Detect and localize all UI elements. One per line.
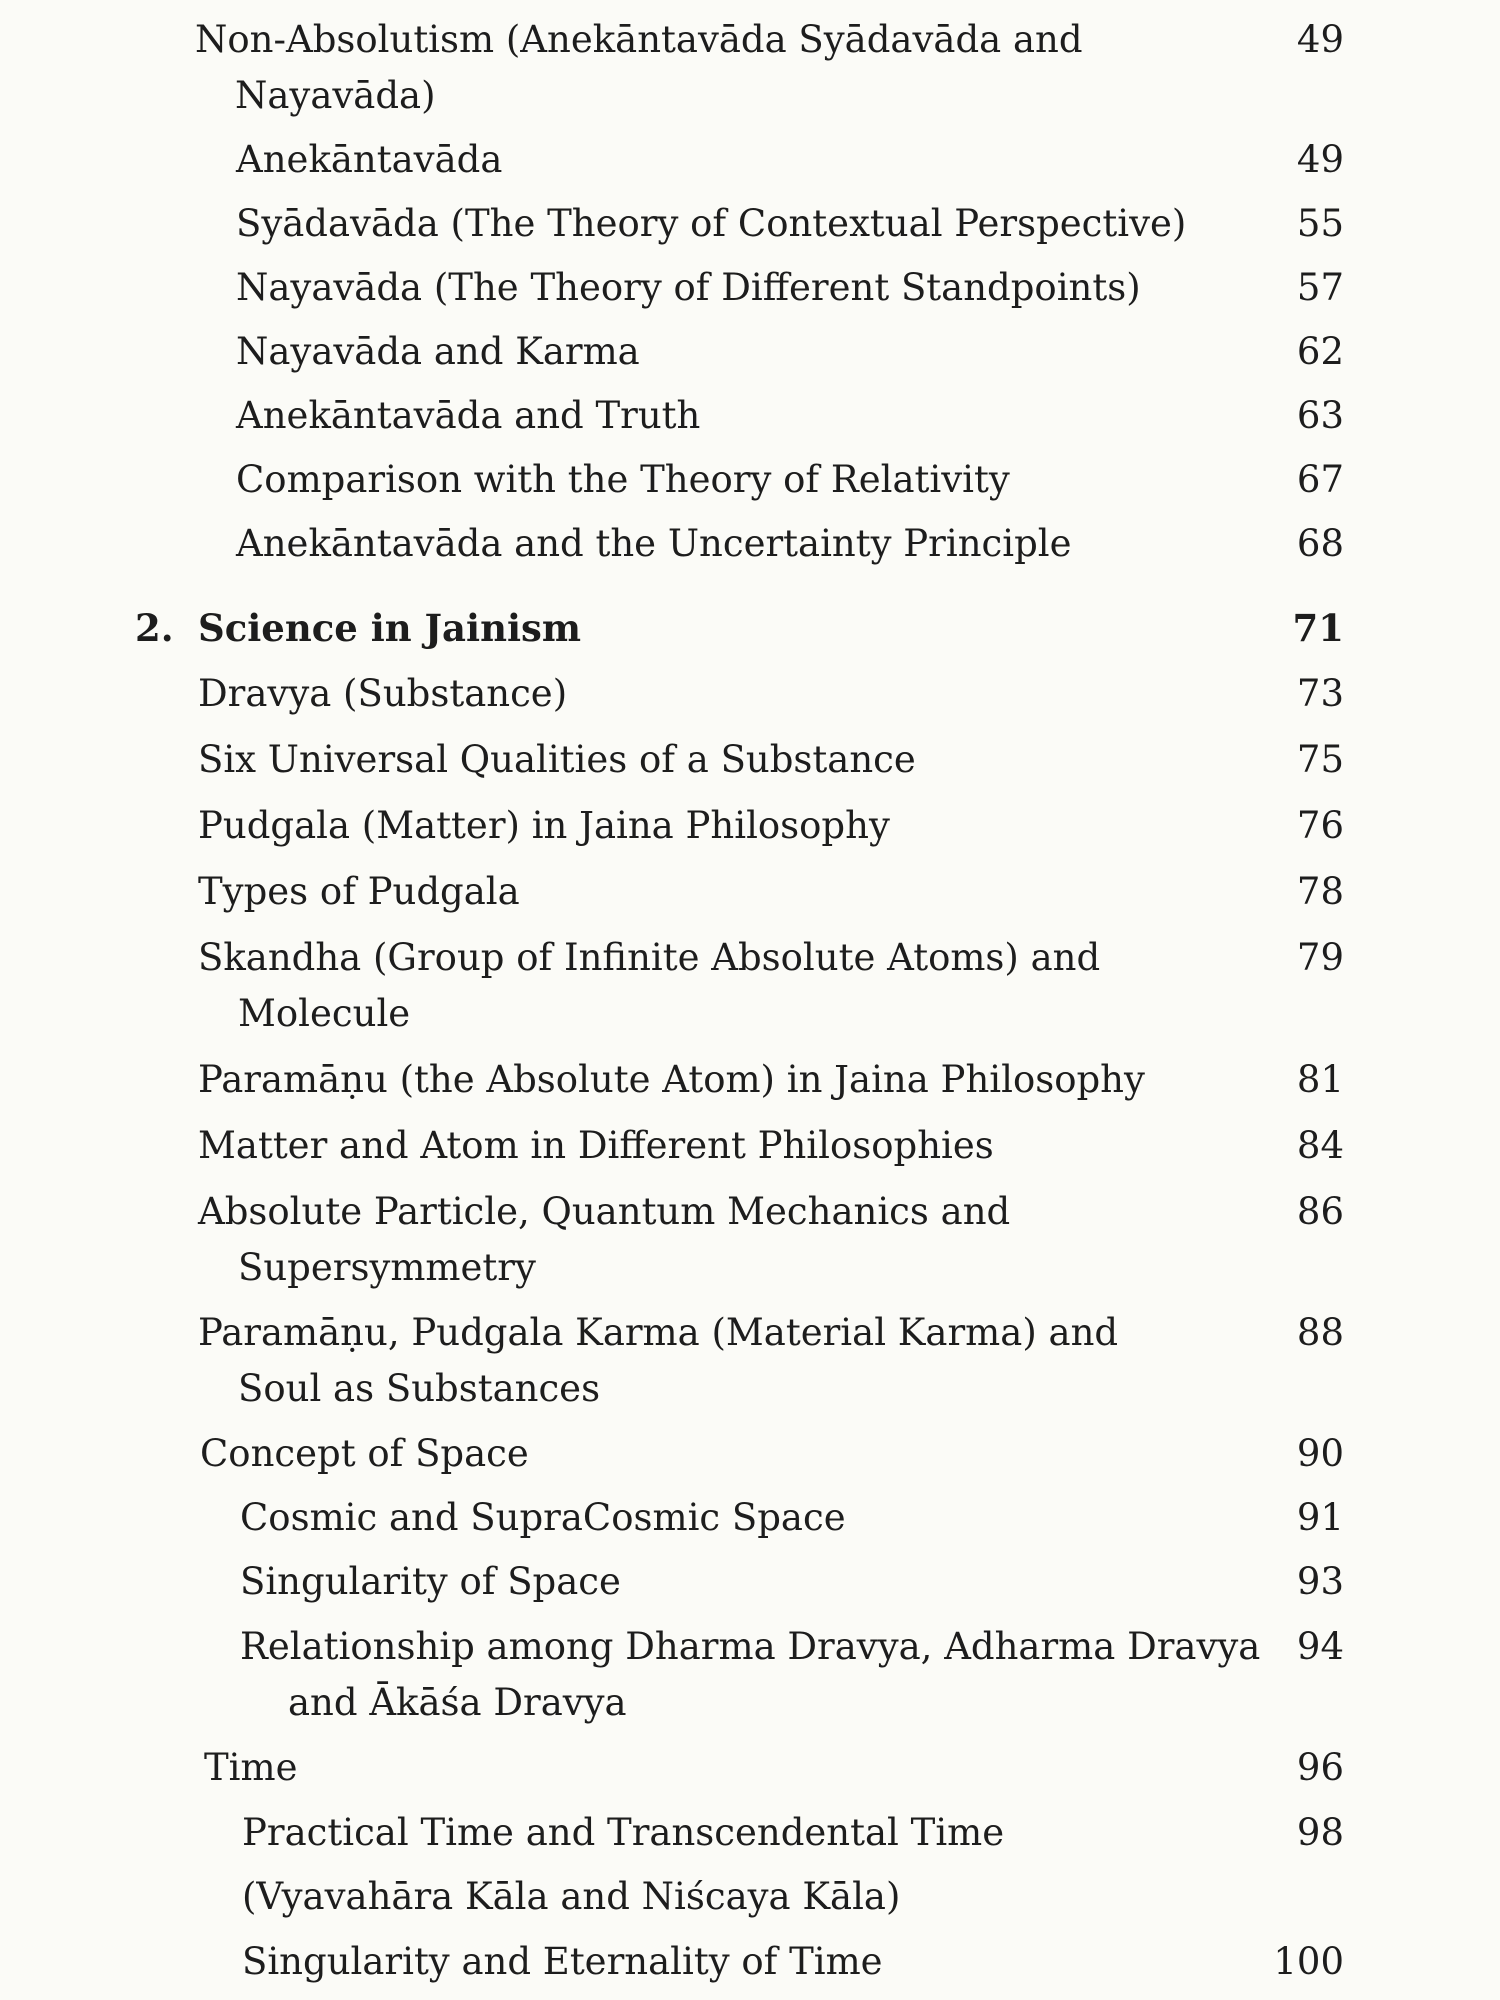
toc-page-number: 68: [1296, 522, 1344, 565]
toc-entry-title: Relationship among Dharma Dravya, Adharma Dravya: [240, 1625, 1261, 1668]
toc-page-number: 49: [1296, 138, 1344, 181]
toc-page-number: 79: [1296, 936, 1344, 979]
toc-entry-title: Pudgala (Matter) in Jaina Philosophy: [198, 804, 890, 847]
toc-page-number: 76: [1296, 804, 1344, 847]
toc-entry: [198, 1184, 1010, 1296]
chapter-title-line: [198, 600, 581, 656]
toc-entry: [236, 260, 1141, 316]
toc-entry: [236, 132, 502, 188]
toc-page-number: 100: [1273, 1940, 1344, 1983]
toc-entry-title: Paramāṇu (the Absolute Atom) in Jaina Philosophy: [198, 1058, 1145, 1101]
toc-entry: [242, 1869, 900, 1925]
toc-entry-title: Types of Pudgala: [198, 870, 520, 913]
toc-page-number: 63: [1296, 394, 1344, 437]
toc-entry-title-continued: Nayavāda): [235, 74, 436, 117]
toc-entry-title: Anekāntavāda and the Uncertainty Principle: [236, 522, 1072, 565]
toc-page-number: 98: [1296, 1811, 1344, 1854]
toc-page-number: 57: [1296, 266, 1344, 309]
toc-page-number: 49: [1296, 18, 1344, 61]
toc-entry: [198, 864, 520, 920]
toc-entry: [236, 388, 700, 444]
toc-entry: [242, 1934, 883, 1990]
toc-page-number: 96: [1296, 1746, 1344, 1789]
toc-page-number: 84: [1296, 1124, 1344, 1167]
toc-entry-title: Singularity and Eternality of Time: [242, 1940, 883, 1983]
toc-page-number: 86: [1296, 1190, 1344, 1233]
toc-page-number: 94: [1296, 1625, 1344, 1668]
toc-page-number: 90: [1296, 1432, 1344, 1475]
toc-page-number: 55: [1296, 202, 1344, 245]
toc-entry: [240, 1554, 621, 1610]
toc-page-number: 67: [1296, 458, 1344, 501]
toc-entry-title: Syādavāda (The Theory of Contextual Perspective): [236, 202, 1187, 245]
toc-entry: [236, 196, 1186, 252]
toc-entry-title: Nayavāda and Karma: [236, 330, 640, 373]
chapter-title: Science in Jainism: [198, 606, 582, 650]
toc-entry: [242, 1805, 1004, 1861]
toc-entry-title-continued: and Ākāśa Dravya: [288, 1681, 627, 1724]
toc-entry-title-continued: Soul as Substances: [238, 1367, 601, 1410]
toc-entry-title: Cosmic and SupraCosmic Space: [240, 1496, 846, 1539]
toc-entry-title: Non-Absolutism (Anekāntavāda Syādavāda and: [195, 18, 1083, 61]
toc-entry-title: Anekāntavāda: [236, 138, 503, 181]
toc-entry: [198, 1305, 1118, 1417]
toc-entry-title-continued: Molecule: [238, 992, 411, 1035]
toc-entry-title-continued: Supersymmetry: [238, 1246, 536, 1289]
chapter-number: 2.: [135, 606, 174, 650]
toc-entry: [198, 798, 890, 854]
toc-entry: [236, 516, 1072, 572]
toc-page-number: 93: [1296, 1560, 1344, 1603]
toc-entry-title: Six Universal Qualities of a Substance: [198, 738, 916, 781]
toc-entry-title: Matter and Atom in Different Philosophies: [198, 1124, 994, 1167]
toc-page-number: 71: [1292, 606, 1344, 650]
toc-entry: [198, 732, 916, 788]
toc-entry-title: Nayavāda (The Theory of Different Standpoints): [236, 266, 1141, 309]
toc-entry-title: Paramāṇu, Pudgala Karma (Material Karma) and: [198, 1311, 1119, 1354]
toc-entry-title: Singularity of Space: [240, 1560, 621, 1603]
toc-page-number: 73: [1296, 672, 1344, 715]
toc-page-number: 81: [1296, 1058, 1344, 1101]
toc-entry-title: Comparison with the Theory of Relativity: [236, 458, 1010, 501]
toc-entry: [240, 1619, 1260, 1731]
toc-entry: [198, 666, 567, 722]
toc-entry: [240, 1490, 846, 1546]
toc-entry-title: Practical Time and Transcendental Time: [242, 1811, 1005, 1854]
toc-entry: [198, 1052, 1145, 1108]
toc-entry-title: Anekāntavāda and Truth: [236, 394, 701, 437]
toc-entry: [195, 12, 1083, 124]
toc-entry: [204, 1740, 298, 1796]
toc-page-number: 62: [1296, 330, 1344, 373]
toc-page-number: 88: [1296, 1311, 1344, 1354]
toc-entry-title: Dravya (Substance): [198, 672, 568, 715]
toc-page-number: 78: [1296, 870, 1344, 913]
toc-entry: [198, 1118, 994, 1174]
toc-entry-title: Skandha (Group of Infinite Absolute Atoms) and: [198, 936, 1101, 979]
toc-entry-title: Concept of Space: [200, 1432, 529, 1475]
toc-entry-title: (Vyavahāra Kāla and Niścaya Kāla): [242, 1875, 901, 1918]
toc-entry: [198, 930, 1100, 1042]
chapter-heading: [135, 600, 174, 656]
toc-entry: [236, 452, 1010, 508]
toc-entry: [200, 1426, 529, 1482]
toc-page-number: 75: [1296, 738, 1344, 781]
toc-page-number: 91: [1296, 1496, 1344, 1539]
toc-entry-title: Absolute Particle, Quantum Mechanics and: [198, 1190, 1011, 1233]
toc-entry: [236, 324, 640, 380]
toc-entry-title: Time: [204, 1746, 298, 1789]
